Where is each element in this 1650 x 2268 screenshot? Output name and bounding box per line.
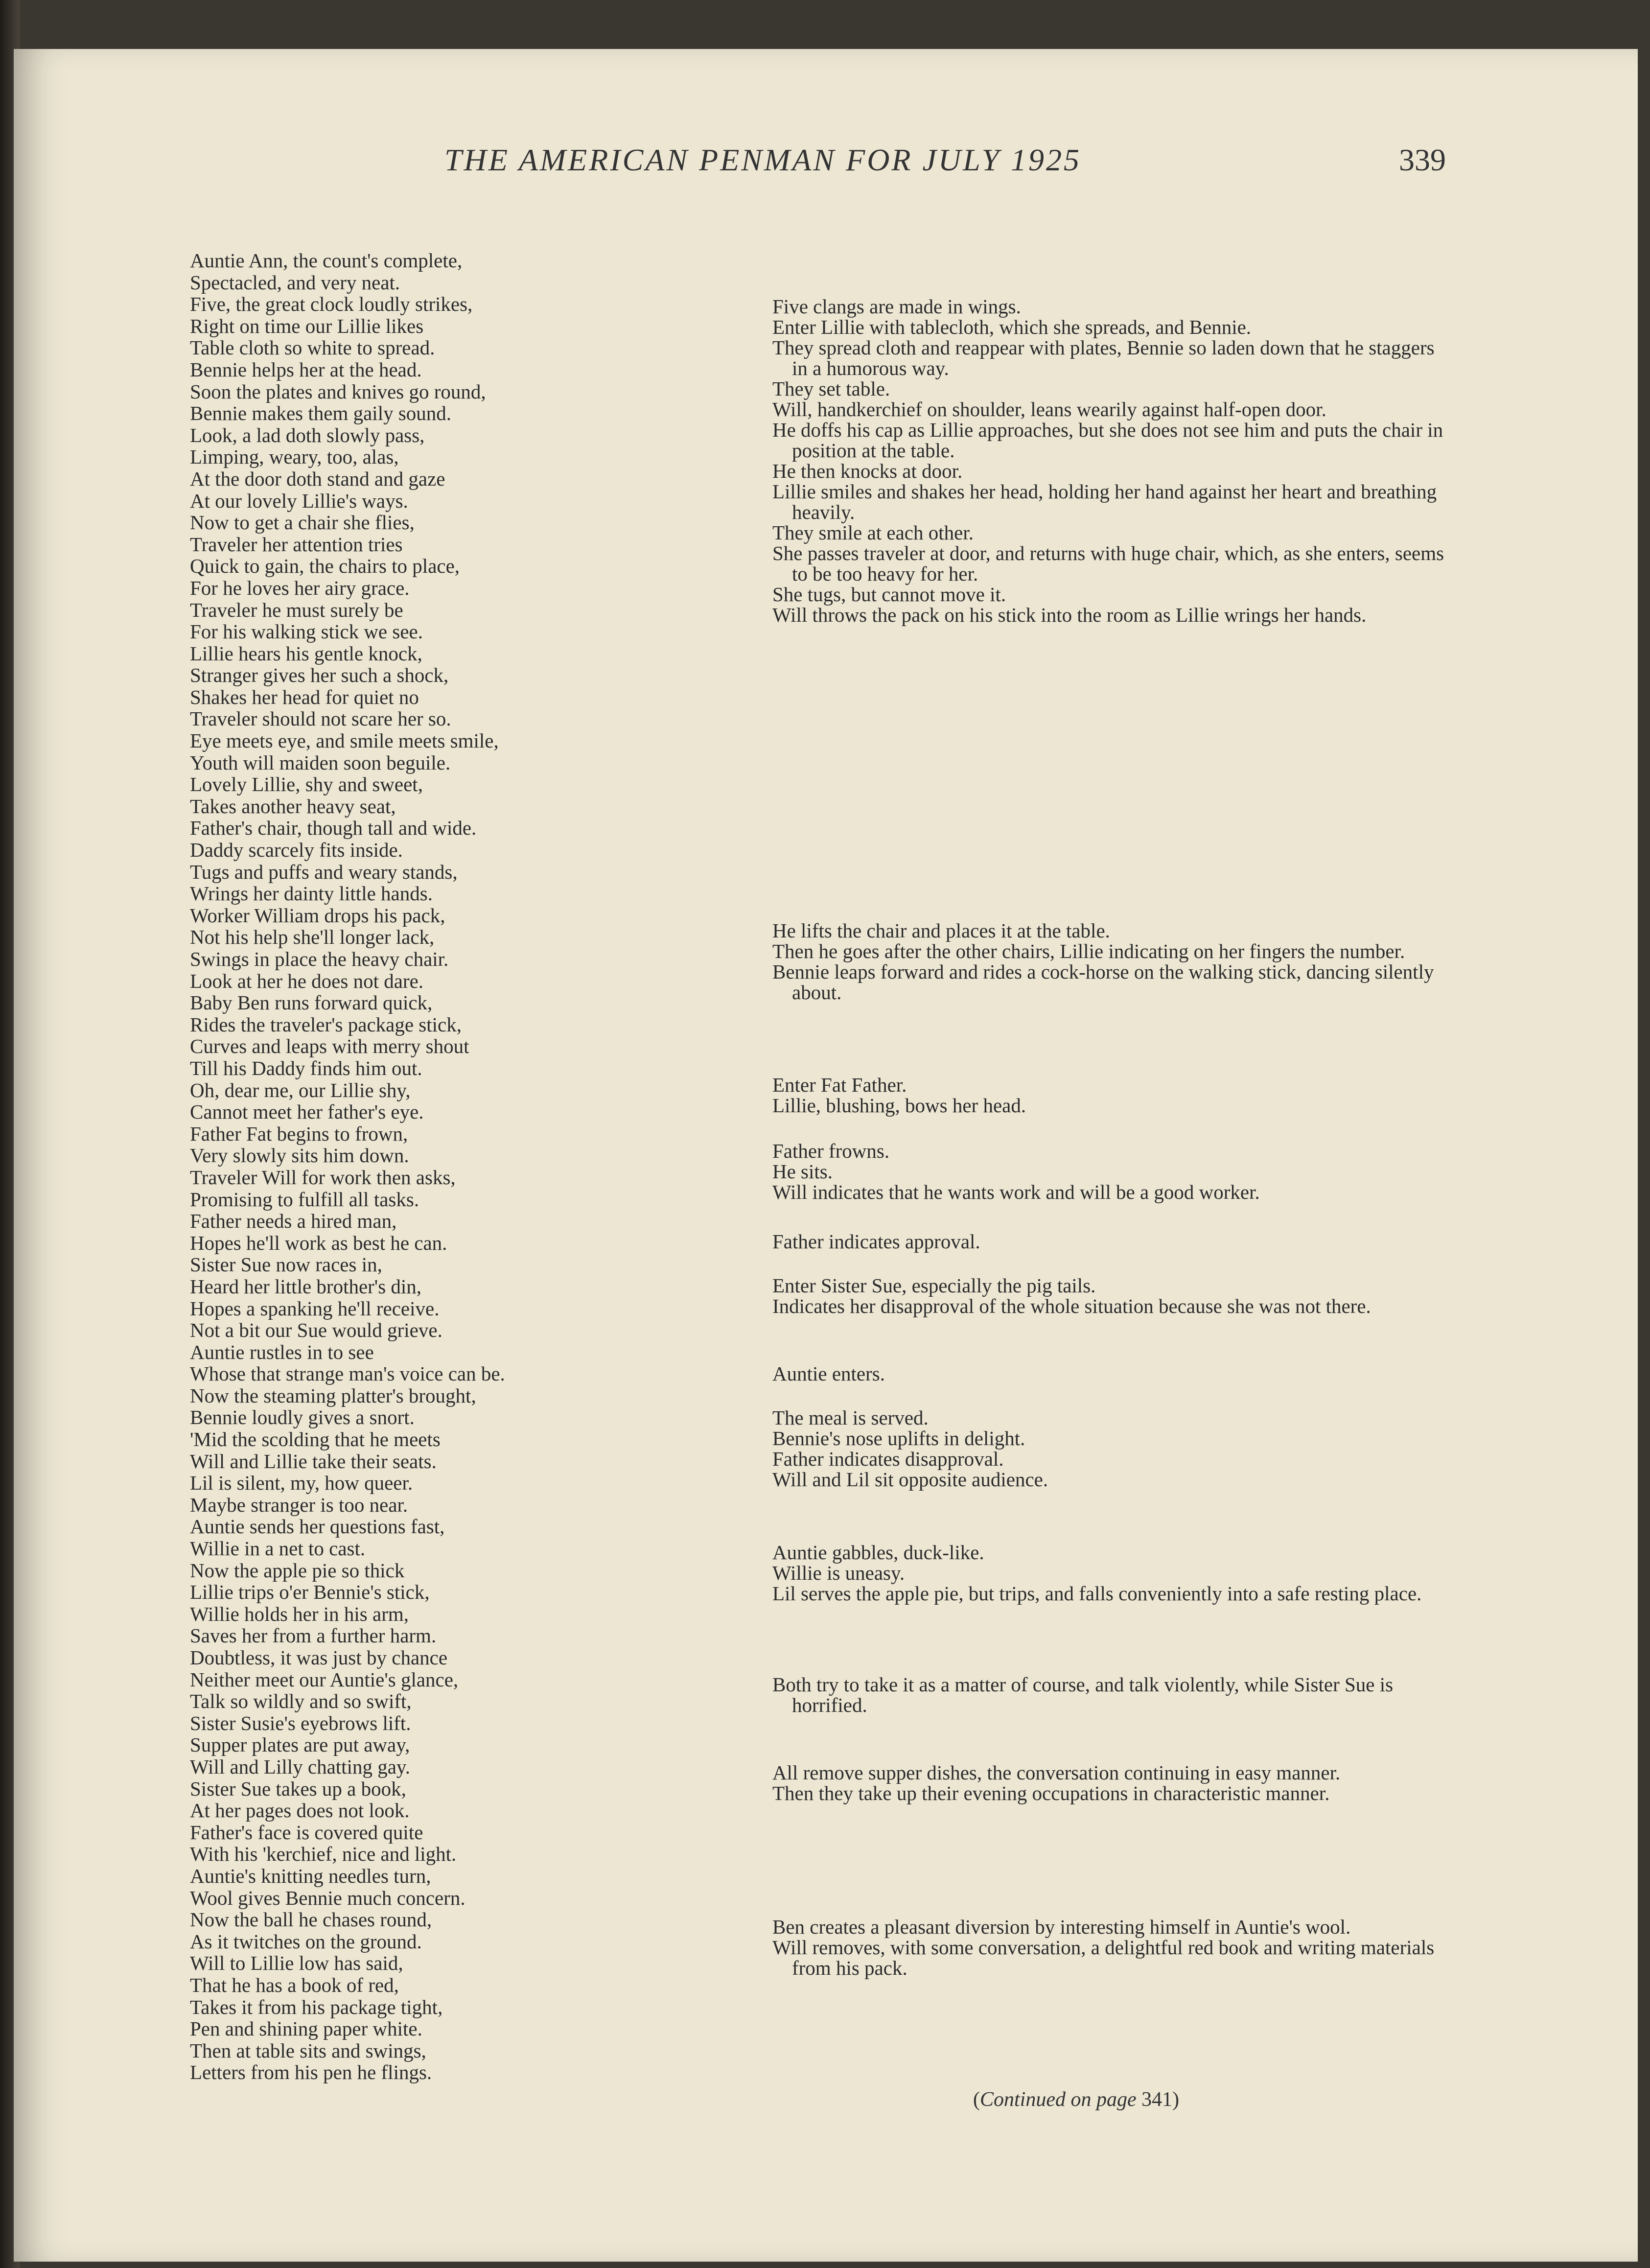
stage-direction-group (772, 1231, 1448, 1252)
stage-direction: Will indicates that he wants work and will be a good worker. (772, 1181, 1260, 1203)
stage-direction: All remove supper dishes, the conversation continuing in easy manner. (772, 1761, 1341, 1784)
stage-direction: Then he goes after the other chairs, Lillie indicating on her fingers the number. (772, 940, 1405, 962)
poem-line: Soon the plates and knives go round, (190, 380, 486, 403)
stage-direction: Father indicates approval. (772, 1230, 980, 1253)
stage-direction: Father indicates disapproval. (772, 1448, 1004, 1470)
stage-direction-group (772, 1762, 1448, 1803)
poem-line: Maybe stranger is too near. (190, 1493, 408, 1516)
stage-direction: Both try to take it as a matter of course, and talk violently, while Sister Sue is horrified. (772, 1673, 1394, 1716)
poem-line: Traveler should not scare her so. (190, 707, 451, 730)
poem-line: Now the apple pie so thick (190, 1559, 405, 1582)
poem-line: Shakes her head for quiet no (190, 685, 419, 708)
stage-direction: She tugs, but cannot move it. (772, 583, 1006, 606)
stage-direction: Father frowns. (772, 1140, 890, 1162)
poem-line: Quick to gain, the chairs to place, (190, 555, 460, 578)
poem-line: Spectacled, and very neat. (190, 271, 400, 294)
poem-line: Willie holds her in his arm, (190, 1602, 409, 1625)
running-header (14, 142, 1638, 186)
poem-line: Hopes he'll work as best he can. (190, 1231, 447, 1254)
poem-line: Traveler he must surely be (190, 598, 403, 621)
poem-line: Neither meet our Auntie's glance, (190, 1668, 459, 1691)
stage-direction: Lil serves the apple pie, but trips, and falls conveniently into a safe resting place. (772, 1582, 1422, 1605)
poem-line: Pen and shining paper white. (190, 2017, 422, 2040)
stage-direction: Ben creates a pleasant diversion by interesting himself in Auntie's wool. (772, 1916, 1351, 1938)
stage-direction: Bennie leaps forward and rides a cock-horse on the walking stick, dancing silently about. (772, 960, 1434, 1004)
poem-line: Till his Daddy finds him out. (190, 1056, 422, 1079)
poem-line: Very slowly sits him down. (190, 1144, 409, 1167)
poem-line: Auntie Ann, the count's complete, (190, 249, 463, 272)
poem-line: Not his help she'll longer lack, (190, 926, 435, 949)
stage-direction: They smile at each other. (772, 521, 974, 544)
poem-line: 'Mid the scolding that he meets (190, 1428, 441, 1451)
poem-line: At the door doth stand and gaze (190, 467, 445, 490)
poem-line: Wrings her dainty little hands. (190, 882, 433, 905)
poem-line: Lillie hears his gentle knock, (190, 642, 422, 665)
poem-line: That he has a book of red, (190, 1973, 399, 1996)
poem-line: With his 'kerchief, nice and light. (190, 1843, 457, 1866)
poem-line: Will and Lillie take their seats. (190, 1450, 437, 1473)
poem-line: As it twitches on the ground. (190, 1930, 422, 1953)
stage-direction-group (772, 1407, 1448, 1490)
poem-line: Five, the great clock loudly strikes, (190, 293, 473, 316)
poem-line: Look at her he does not dare. (190, 969, 424, 992)
poem-line: Promising to fulfill all tasks. (190, 1188, 419, 1211)
stage-direction: Lillie, blushing, bows her head. (772, 1094, 1026, 1117)
poem-line: Wool gives Bennie much concern. (190, 1886, 465, 1909)
poem-line: Cannot meet her father's eye. (190, 1100, 424, 1123)
poem-line: Now to get a chair she flies, (190, 511, 415, 534)
poem-line: Sister Sue takes up a book, (190, 1777, 406, 1800)
poem-line: Stranger gives her such a shock, (190, 664, 449, 687)
poem-line: Father needs a hired man, (190, 1210, 397, 1233)
stage-direction-group (772, 1141, 1448, 1202)
poem-line: Bennie helps her at the head. (190, 358, 422, 381)
stage-direction: They spread cloth and reappear with plates, Bennie so laden down that he staggers in a humorous way. (772, 336, 1435, 379)
poem-line: Auntie sends her questions fast, (190, 1515, 445, 1538)
stage-direction: Lillie smiles and shakes her head, holding her hand against her heart and breathing heavily. (772, 480, 1437, 523)
poem-line: Hopes a spanking he'll receive. (190, 1297, 440, 1320)
stage-direction-group (772, 1275, 1448, 1316)
stage-direction: The meal is served. (772, 1406, 929, 1429)
poem-line: Takes it from his package tight, (190, 1995, 443, 2018)
stage-direction: He then knocks at door. (772, 460, 963, 482)
poem-line: Curves and leaps with merry shout (190, 1035, 469, 1058)
poem-line: Not a bit our Sue would grieve. (190, 1319, 442, 1342)
poem-line: Willie in a net to cast. (190, 1537, 366, 1560)
poem-line: Heard her little brother's din, (190, 1275, 422, 1298)
poem-line: Swings in place the heavy chair. (190, 948, 449, 970)
stage-direction-group (772, 920, 1448, 1003)
poem-line: Sister Sue now races in, (190, 1253, 382, 1276)
poem-line: Rides the traveler's package stick, (190, 1013, 462, 1036)
stage-direction: She passes traveler at door, and returns with huge chair, which, as she enters, seems to be too heavy for her. (772, 542, 1444, 585)
stage-direction: He lifts the chair and places it at the table. (772, 919, 1110, 942)
poem-line: Bennie makes them gaily sound. (190, 402, 452, 425)
running-header-title: THE AMERICAN PENMAN FOR JULY 1925 (444, 142, 1082, 177)
poem-line: Daddy scarcely fits inside. (190, 839, 403, 862)
stage-direction: Will removes, with some conversation, a delightful red book and writing materials from his pack. (772, 1936, 1435, 1979)
poem-line: Eye meets eye, and smile meets smile, (190, 729, 499, 752)
stage-direction: He sits. (772, 1160, 833, 1183)
stage-direction: Will throws the pack on his stick into the room as Lillie wrings her hands. (772, 604, 1367, 626)
stage-direction: Enter Lillie with tablecloth, which she spreads, and Bennie. (772, 316, 1252, 338)
poem-line: Limping, weary, too, alas, (190, 445, 399, 468)
poem-column (190, 250, 728, 2083)
stage-direction: Will and Lil sit opposite audience. (772, 1468, 1048, 1491)
poem-line: Father Fat begins to frown, (190, 1122, 408, 1145)
stage-direction: Bennie's nose uplifts in delight. (772, 1427, 1025, 1450)
stage-direction: Five clangs are made in wings. (772, 295, 1021, 318)
stage-direction: Auntie gabbles, duck-like. (772, 1541, 984, 1564)
stage-direction-group (772, 1917, 1448, 1978)
poem-line: Traveler her attention tries (190, 533, 403, 556)
poem-line: Baby Ben runs forward quick, (190, 991, 433, 1014)
poem-line: Lovely Lillie, shy and sweet, (190, 773, 423, 796)
page-number: 339 (1399, 142, 1446, 177)
poem-line: Takes another heavy seat, (190, 795, 396, 818)
stage-direction: They set table. (772, 377, 890, 400)
continued-text: Continued on page (980, 2088, 1137, 2111)
poem-line: Tugs and puffs and weary stands, (190, 860, 458, 883)
poem-line: Then at table sits and swings, (190, 2039, 426, 2062)
poem-line: Doubtless, it was just by chance (190, 1646, 448, 1669)
poem-line: For he loves her airy grace. (190, 576, 410, 599)
poem-line: Talk so wildly and so swift, (190, 1690, 412, 1713)
poem-line: Whose that strange man's voice can be. (190, 1362, 505, 1385)
poem-line: Look, a lad doth slowly pass, (190, 423, 425, 446)
poem-line: Father's face is covered quite (190, 1821, 423, 1844)
stage-direction: Enter Sister Sue, especially the pig tails. (772, 1274, 1096, 1297)
magazine-page (14, 49, 1638, 2262)
poem-line: Letters from his pen he flings. (190, 2061, 432, 2084)
stage-direction-group (772, 1542, 1448, 1604)
poem-line: Oh, dear me, our Lillie shy, (190, 1078, 411, 1101)
poem-line: Bennie loudly gives a snort. (190, 1406, 415, 1429)
poem-line: Right on time our Lillie likes (190, 314, 424, 337)
poem-line: Auntie rustles in to see (190, 1340, 374, 1363)
poem-line: Lil is silent, my, how queer. (190, 1472, 413, 1495)
poem-line: Sister Susie's eyebrows lift. (190, 1711, 411, 1734)
continued-note: (Continued on page 341) (973, 2088, 1180, 2111)
poem-line: Saves her from a further harm. (190, 1624, 437, 1647)
poem-line: Worker William drops his pack, (190, 904, 445, 927)
stage-direction-group (772, 1674, 1448, 1715)
poem-line: Now the steaming platter's brought, (190, 1384, 476, 1407)
poem-line: Traveler Will for work then asks, (190, 1166, 456, 1189)
poem-line: Auntie's knitting needles turn, (190, 1864, 431, 1887)
stage-direction: He doffs his cap as Lillie approaches, but she does not see him and puts the chair in position at the table. (772, 419, 1443, 462)
stage-direction: Then they take up their evening occupations in characteristic manner. (772, 1782, 1330, 1804)
poem-line: For his walking stick we see. (190, 620, 423, 643)
stage-direction: Will, handkerchief on shoulder, leans wearily against half-open door. (772, 398, 1326, 421)
continued-page-number: 341 (1141, 2088, 1173, 2111)
poem-line: Lillie trips o'er Bennie's stick, (190, 1581, 430, 1604)
poem-line: At our lovely Lillie's ways. (190, 489, 408, 512)
stage-direction: Auntie enters. (772, 1362, 885, 1385)
poem-line: Supper plates are put away, (190, 1733, 410, 1756)
poem-line: Will and Lilly chatting gay. (190, 1755, 410, 1778)
poem-line: Table cloth so white to spread. (190, 336, 435, 359)
stage-direction-group (772, 1075, 1448, 1116)
stage-direction: Enter Fat Father. (772, 1074, 907, 1096)
stage-direction: Indicates her disapproval of the whole situation because she was not there. (772, 1295, 1371, 1317)
poem-line: Youth will maiden soon beguile. (190, 751, 451, 774)
stage-direction-group (772, 1363, 1448, 1384)
stage-direction-group (772, 296, 1448, 625)
poem-line: At her pages does not look. (190, 1799, 410, 1822)
stage-direction: Willie is uneasy. (772, 1562, 905, 1584)
poem-line: Now the ball he chases round, (190, 1908, 432, 1931)
poem-line: Father's chair, though tall and wide. (190, 817, 477, 840)
poem-line: Will to Lillie low has said, (190, 1952, 403, 1975)
